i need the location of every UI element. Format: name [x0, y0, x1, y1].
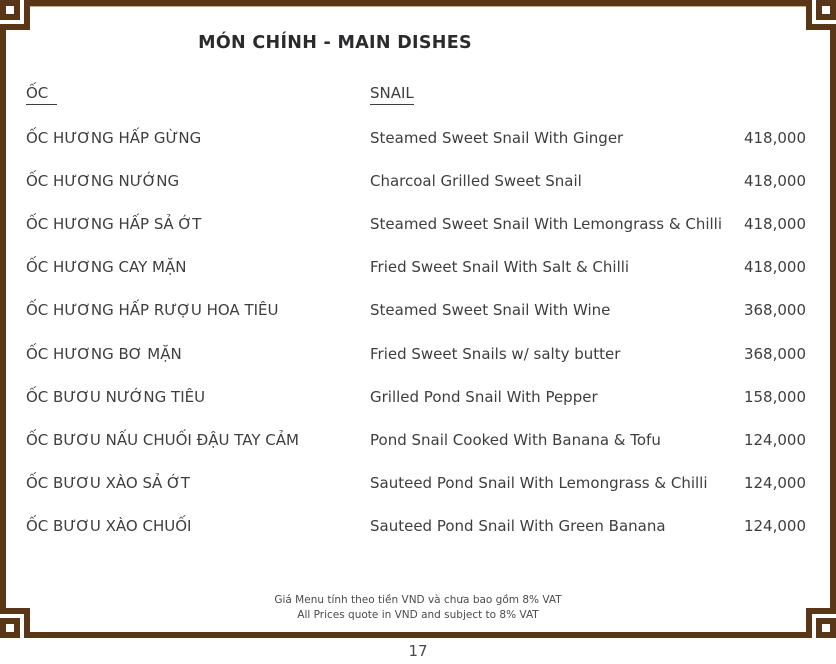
menu-item-row — [26, 332, 806, 375]
menu-item-row — [26, 246, 806, 289]
dish-name-vietnamese: ỐC HƯƠNG HẤP SẢ ỚT — [26, 214, 202, 233]
menu-item-list — [26, 116, 806, 548]
section-header-vietnamese: ỐC — [26, 84, 57, 105]
dish-name-vietnamese: ỐC HƯƠNG CAY MẶN — [26, 258, 187, 277]
dish-name-english: Charcoal Grilled Sweet Snail — [370, 171, 582, 190]
dish-name-vietnamese: ỐC BƯƠU NƯỚNG TIÊU — [26, 387, 206, 406]
menu-item-row — [26, 418, 806, 461]
border-top-accent — [30, 6, 806, 7]
dish-name-vietnamese: ỐC HƯƠNG BƠ MẶN — [26, 344, 182, 363]
menu-item-row — [26, 505, 806, 548]
vat-note-english: All Prices quote in VND and subject to 8% VAT — [297, 608, 539, 621]
dish-price: 418,000 — [743, 128, 806, 147]
dish-name-english: Steamed Sweet Snail With Wine — [370, 301, 611, 320]
menu-item-row — [26, 202, 806, 245]
dish-name-vietnamese: ỐC HƯƠNG HẤP RƯỢU HOA TIÊU — [26, 301, 279, 320]
dish-name-english: Steamed Sweet Snail With Ginger — [370, 128, 624, 147]
border-left — [0, 30, 6, 608]
dish-name-english: Grilled Pond Snail With Pepper — [370, 387, 598, 406]
vat-note-vietnamese: Giá Menu tính theo tiền VND và chưa bao gồm 8% VAT — [274, 594, 562, 606]
dish-price: 418,000 — [743, 258, 806, 277]
dish-price: 158,000 — [743, 387, 806, 406]
dish-name-english: Steamed Sweet Snail With Lemongrass & Chilli — [370, 214, 723, 233]
dish-name-vietnamese: ỐC BƯƠU NẤU CHUỐI ĐẬU TAY CẢM — [26, 430, 299, 449]
menu-item-row — [26, 116, 806, 159]
dish-name-vietnamese: ỐC BƯƠU XÀO SẢ ỚT — [26, 474, 190, 493]
dish-name-english: Fried Sweet Snails w/ salty butter — [370, 344, 621, 363]
dish-name-english: Pond Snail Cooked With Banana & Tofu — [370, 430, 661, 449]
border-bottom — [30, 632, 806, 638]
dish-price: 368,000 — [743, 301, 806, 320]
menu-item-row — [26, 289, 806, 332]
dish-name-english: Sauteed Pond Snail With Lemongrass & Chilli — [370, 474, 708, 493]
corner-ornament-icon — [0, 0, 30, 30]
vat-note — [0, 593, 836, 622]
section-header-english: SNAIL — [370, 84, 414, 105]
dish-name-vietnamese: ỐC HƯƠNG HẤP GỪNG — [26, 128, 202, 147]
dish-price: 124,000 — [743, 517, 806, 536]
menu-item-row — [26, 375, 806, 418]
corner-ornament-icon — [806, 0, 836, 30]
page-number: 17 — [408, 642, 428, 660]
dish-price: 418,000 — [743, 214, 806, 233]
menu-item-row — [26, 462, 806, 505]
dish-price: 124,000 — [743, 474, 806, 493]
border-right — [830, 30, 836, 608]
dish-name-english: Fried Sweet Snail With Salt & Chilli — [370, 258, 630, 277]
dish-name-vietnamese: ỐC BƯƠU XÀO CHUỐI — [26, 517, 192, 536]
dish-price: 418,000 — [743, 171, 806, 190]
menu-item-row — [26, 159, 806, 202]
dish-price: 124,000 — [743, 430, 806, 449]
dish-price: 368,000 — [743, 344, 806, 363]
page-title: MÓN CHÍNH - MAIN DISHES — [198, 33, 472, 53]
dish-name-vietnamese: ỐC HƯƠNG NƯỚNG — [26, 171, 180, 190]
dish-name-english: Sauteed Pond Snail With Green Banana — [370, 517, 666, 536]
